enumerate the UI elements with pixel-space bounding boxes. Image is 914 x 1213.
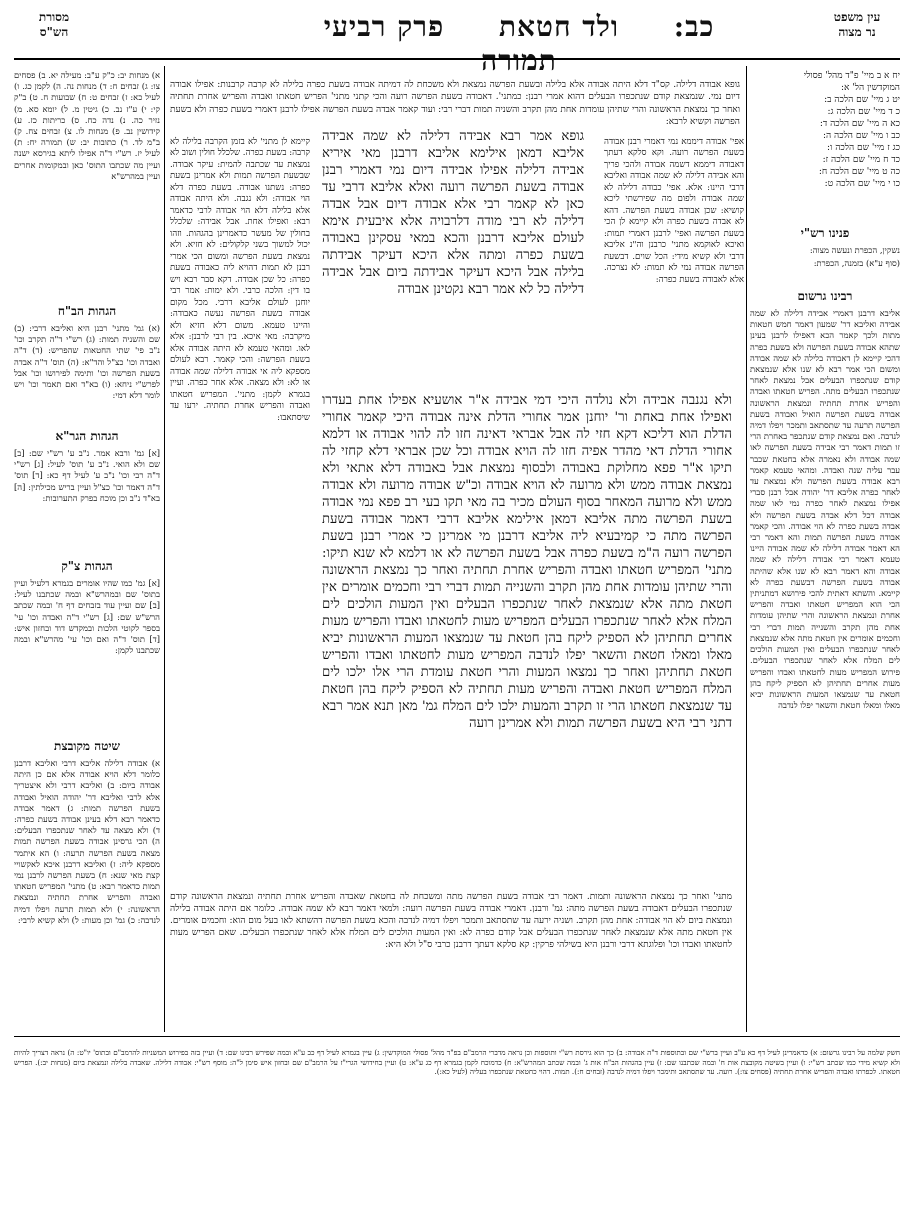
footer-notes-text: חשק שלמה על רבינו גרשום: א) כדאמרינן לעיל דף כא ע"ב ועיין ברש"י שם ובתוספות ד"ה אבודה: ב) כך הוא גירסת רש"י ותוספות וכן נראה מדברי הרמב"ם בפ"ד מהל' פסולי המוקדשין: ג) עיין בגמרא לעיל דף כב ע"א ובמה שפירש רבינו שם: ד) ועיין בזה בפירוש המשניות להרמב"ם ובתוס' יו"ט: ה) נראה דצריך להיות ולא קשיא מידי כמו שכתב רש"י: ו) ועיין בשיטה מקובצת אות ח' ובמה שכתבנו שם: ז) עיין בהגהות הב"ח אות ג' ובמה שכתב המהרש"א: ח) כדמוכח לקמן בגמרא דף כג ע"א: ט) ועיין בחידושי הגרי"ז על הרמב"ם שם ובחזון איש סימן ל"ה: מוסף רש"י: אבודה דלילה. שאבדה בלילה ונמצאת ביום (מנחות יב:). הפריש חטאתו. לכפרתו ואבדה והפריש אחרת תחתיה (פסחים צו:). רועה. עד שתסתאב ותימכר ויפלו דמיה לנדבה (זבחים ח:). תמות. דהוי כחטאת שנתכפרו בעליה (לעיל כא:). [14,1048,900,1077]
rashi-inner-text: קיימא לן מתני' לא בזמן הקרבה בלילה לא קרבה: בשעת כפרה. שלכלל חולין ושוב לא נמצאת עד שכתבה להמית: עיקר אבודה. שבשעת הפרשה תמות ולא אמרינן בשעת כפרה: נשתנו אבודה. בשעת כפרה דלא הוי אבודה: ולא נגבה. ולא היתה אבודה אלא בלילה דלא הוי אבודה לרבי כדאמר רבא: ואפילו אחת. אבל אבידה: שלכלל בחולין של מעשר כדאמרינן בהגהות. וזהו יכול למשוך בשני קלקולים: לא חזיא. ולא נמצאת בשעת הפרשה ומשום הכי אמרי רבנן לא תמות דהויא ליה כאבודה בשעת כפרה: כל שכן אבודה. דקא סבר רבא ויש בו דין: הלכה כרבי. ולא ימות: אמר רבי יוחנן לעולם אליבא דרבי. מכל מקום אבודה בשעת הפרשה נעשה כאבודה: והיינו טעמא. משום דלא חזיא ולא מיקרבה: מאי איכא. בין רבי לרבנן: אלא לאו. ומהאי טעמא לא היתה אבודה אלא בשעת הפרשה: והכי קאמר. רבא לעולם מספקא ליה אי אבודה דלילה שמה אבודה או לא: ולא מצאה. אלא אחר כפרה. ועיין בגמרא לקמן: מתני'. המפריש חטאתו ואבדה והפריש אחרת תחתיה. ירעו עד שיסתאבו: [170,136,310,423]
ein-mishpat-line: יט ג מיי' שם הלכה ב: [824,95,900,105]
rashi-inner-column [170,128,310,556]
ein-mishpat-column [750,70,900,220]
ein-mishpat-label [814,10,900,40]
gemara-main-block [322,392,732,878]
mishnah-commentary-text: מתני' ואחר כך נמצאת הראשונה ותמות. דאמר רבי אבודה בשעת הפרשה מתה ומשכחת לה בחטאת שאבדה והפריש אחרת תחתיה ונמצאת הראשונה קודם שנתכפרו הבעלים דאבודה בשעת הפרשה מתה: גמ' ורבנן. דאמרי אבודה בשעת הפרשה רועה: ולמאי דאמר רבא לא שמה אבודה. כלומר אם היתה אבודה בלילה ונמצאת ביום לא הוי אבודה: אחת מהן תקרב. ושניה ירעה עד שתסתאב ותמכר ויפלו דמיה לנדבה והכא בשעת הפרשה דהשתא לאו בעל מום הוא: וחכמים אומרים. אין חטאת מתה אלא שנמצאת לאחר שנתכפרו הבעלים אבל קודם כפרה לא: ואין המעות הולכים לים המלח אלא לאחר שנתכפרו הבעלים. שאם הפריש מעות לחטאתו ואבדו וכו' ופלוגתא דרבי ורבנן היא בשילהי פרקין: קא סלקא דעתך דרבנן כרבי ס"ל ולא היא: [170,892,732,950]
gemara-top-text: גופא אמר רבא אבידה דלילה לא שמה אבידה אליבא דמאן אילימא אליבא דרבנן מאי איריא אבידה דלילה אפילו אבידה דיום נמי דאמרי רבנן אבודה בשעת הפרשה רועה ואלא אליבא דרבי עד כאן לא קאמר רבי אלא אבודה דיום אבל אבדה דלילה לא רבי מודה דלרבויה אלא איבעית אימא לעולם אליבא דרבנן והכא במאי עסקינן באבודה בשעת כפרה ומתה אלא היכא דעיקר אבידתה בלילה אבל היכא דעיקר אבידתה ביום אבל אבידה דלילה כל לא אמר רבא נקטינן אבודה [322,129,584,297]
footer-notes [14,1036,900,1137]
tosafot-inner-column [604,128,744,388]
page-title [294,10,744,78]
hagahot-bach-title: הגהות הב"ח [57,304,117,318]
mesoret-hashas-column [14,70,160,320]
chapter-name: ולד חטאת [498,10,619,43]
shita-mekubetzet-box [14,735,160,1031]
ein-mishpat-line: המוקדשין הל' א: [840,83,900,93]
ein-mishpat-heading: עין משפט [833,10,881,24]
gemara-top-block [322,128,584,386]
header-divider [14,58,900,60]
column-divider [164,66,165,1032]
hashas-heading: הש"ס [39,25,69,39]
ein-mishpat-line: כו י מיי' שם הלכה ט: [824,179,900,189]
hagahot-bach-text: (א) גמ' מתני' רבנן היא ואליבא דרבי: (ב) שם והשניה תמות: (ג) רש"י ד"ה תקרב וכו' נ"ב פי' שתי החטאות שהפריש: (ד) ד"ה ואבדה וכו' כצ"ל והד"א: (ה) תוס' ד"ה אבדה בשעת הפרשה וכו' ותימה לפירושו וכו' אבל לפרש"י ניחא: (ו) בא"ד ואם תאמר וכו' ויש לומר דלא דמי: [14,323,160,401]
tractate-name: תמורה [481,44,557,77]
rabbeinu-gershom-column [750,285,900,1031]
rashi-ref-title: פנינו רש"י [800,226,850,240]
ein-mishpat-line: כה ט מיי' שם הלכה ח: [818,167,900,177]
mesoret-hashas-text: א) מנחות יב: כ"ק ע"ב: מעילה יא. ב) פסחים צו: ג) זבחים ח: ד) מנחות נה. ה) לקמן כג. ו) לעיל כא: ז) זבחים ט: ח) שבועות ח. ט) ב"ק קי: י) ע"ז נב. כ) גיטין מ. ל) יומא סא. מ) נזיר כה. נ) נדה כח. ס) כריתות כז. ע) קידושין נב. פ) מנחות לו. צ) זבחים צח. ק) ב"מ לד. ר) כתובות יב: ש) תמורה יח: ת) לעיל יז. רש"י ד"ה אפילו ליתא בגירסא ישנה ועיין מה שכתבו התוס' כאן ובמקומות אחרים ועיין במהרש"א [14,70,160,181]
rabbeinu-gershom-title: רבינו גרשום [797,289,853,303]
rashi-ref-box [750,222,900,282]
hagahot-gra-title: הגהות הגר"א [55,429,119,443]
ein-mishpat-line: יח א ב מיי' פ"ד מהל' פסולי [803,71,900,81]
ein-mishpat-line: כג ז מיי' שם הלכה ו: [827,143,900,153]
column-divider [746,66,747,1032]
rashi-ref-line: נשקין, הכפרת ונעשה מצוה: [809,245,900,255]
hagahot-gra-text: [א] גמ' ורבא אמר. נ"ב ע' רש"י שם: [ב] שם ולא הואי. נ"ב ע' תוס' לעיל: [ג] רש"י ד"ה רבי וכו' נ"ב ע' לעיל דף כא: [ד] תוס' ד"ה דאמר וכו' כצ"ל ועיין בריש מכילתין: [ה] בא"ד נ"ב וכן מוכח בפרק התערובות: [14,448,160,503]
ner-mitzvah-heading: נר מצוה [838,25,876,39]
ein-mishpat-line: כא ה מיי' שם הלכה ד: [819,119,900,129]
rabbeinu-gershom-text: אליבא דרבנן דאמרי אבידה דלילה לא שמה אבידה ואליבא דר' שמעון דאמר חמש חטאות מתות ולכך קאמר הכא דאפילו לרבנן בעינן שתהא אבודה בשעת הפרשה ולא בשעת כפרה דהכי קיימא לן דאבודה בלילה לא שמה אבודה ומשום הכי אמר רבא לא שנו אלא שנמצאת קודם שנתכפרו הבעלים אבל נמצאת לאחר שנתכפרו הבעלים מתה. הפריש חטאתו ואבדה והפריש אחרת תחתיה ונמצאת הראשונה אבודה בשעת הפרשה הואיל ואבודה בשעת הפרשה תרעה עד שתסתאב ותמכר ויפלו דמיה לנדבה. ואם נמצאת קודם שנתכפר באחרת הרי זו תמות דאמר רבי אבידה בשעת הפרשה לאו שמה אבודה ולא נאמרה אלא בחטאת שכבר עבר עליה שנה ואבדה. ומהאי טעמא קאמר רבא אבודה בשעת הפרשה ולא נמצאת עד לאחר כפרה אליבא דר' יהודה אבל רבנן סברי אפילו נמצאת לאחר כפרה נמי לאו שמה אבודה דכל דלא אבדה בשעת הפרשה ולא אבדה בשעת כפרה לא הוי אבודה. והכי קאמר אבודה בשעת הפרשה תמות והא דאמר רבי הא דאמר אבודה דלילה לא שמה אבודה היינו טעמא דאמר רבי אבודה דלילה לא שמה אבודה והא דאמר רבא לא שנו אלא שהיתה אבודה בשעת הפרשה דבשעת כפרה לא קיימא. והשתא דאתית להכי פירושא דמתניתין הכי הוא המפריש חטאתו ואבדה והפריש אחרת ונמצאת הראשונה והרי שתיהן עומדות אחת מהן תקרב והשנייה תמות דברי רבי וחכמים אומרים אין חטאת מתה אלא שנמצאת לאחר שנתכפרו הבעלים ואין המעות הולכים לים המלח אלא לאחר שנתכפרו הבעלים. פירוש המפריש מעות לחטאתו ואבדו והפריש מעות אחרים תחתיהן לא הספיק ליקח בהן חטאת עד שנמצאו המעות הראשונות יביא מאלו ומאלו חטאת והשאר יפלו לנדבה [750,308,900,711]
ein-mishpat-line: כב ו מיי' שם הלכה ה: [822,131,900,141]
rashi-ref-line: (סוף ע"א) בזמנה, הכפרת: [813,258,900,269]
hagahot-bach-box [14,300,160,420]
mesoret-heading: מסורת [38,10,70,24]
gemara-main-text: ולא נגנבה אבידה ולא נולדה היכי דמי אבידה א"ר אושעיא אפילו אחת בעדרו ואפילו אחת באחת ור' יוחנן אמר אחורי הדלת אינה אבודה היכי קאמר אחורי הדלת הוא דליכא דקא חזי לה אבל אבראי דאינה חזו לה להוי אבודה או דלמא אחורי הדלת דאי מהדר אפיה חזו לה הויא אבודה וכל שכן אבראי דלא קחזי לה תיקו א"ר פפא מחלוקת באבודה ולבסוף נמצאת אבל באבודה דלא אתאי ולא נמצאת אבודה ממש ולא מרועה לא הויא אבודה וכ"ש אבודה מרועה ולא אבודה ממש ולא מרועה המאחר בסוף העולם מכיר בה מאי תקו בעי רב פפא נמי אבודה בשעת הפרשה מתה אליבא דמאן אילימא אליבא דרבי דאמר אבודה בשעת הפרשה מתה כי קמיבעיא ליה אליבא דרבנן מי אמרינן כי אמרי רבנן בשעת הפרשה רועה ה"מ בשעת כפרה אבל בשעת הפרשה לא או דלמא לא שנא תיקו: מתני' המפריש חטאתו ואבדה והפריש אחרת תחתיה ואחר כך נמצאת הראשונה והרי שתיהן עומדות אחת מהן תקרב והשנייה תמות דברי רבי וחכמים אומרים אין חטאת מתה אלא שנמצאת לאחר שנתכפרו הבעלים ואין המעות הולכים לים המלח אלא לאחר שנתכפרו הבעלים המפריש מעות לחטאתו ואבדו והפריש מעות אחרים תחתיהן לא הספיק ליקח בהן חטאת עד שנמצאו המעות הראשונות יביא מאלו ומאלו חטאת והשאר יפלו לנדבה המפריש מעות לחטאתו ואבדו והפריש חטאת תחתיהן ואחר כך נמצאו המעות והרי חטאת עומדת הרי אלו ילכו לים המלח המפריש חטאת ואבדה והפריש מעות תחתיה לא הספיק ליקח בהן חטאת עד שנמצאת חטאתו הרי זו תקרב והמעות ילכו לים המלח גמ' מאן תנא אמר רבא דתני רבי היא בשעת הפרשה תמות ולא אמרינן רועה [322,393,732,731]
hagahot-tzk-box [14,555,160,720]
hagahot-tzk-text: [א] גמ' כמו שהיו אומרים בגמרא דלעיל ועיין בתוס' שם ובמהרש"א ובמה שכתבנו לעיל: [ב] שם ועיין עוד בזבחים דף ח' ובמה שכתב הרש"ש שם: [ג] רש"י ד"ה ואבדה וכו' עי' בספר לקוטי הלכות ובמקדש דוד ובחזון איש: [ד] תוס' ד"ה ואם וכו' עי' מהרש"א ובמה שכתבנו לקמן: [14,578,160,656]
ein-mishpat-line: כ ד מיי' שם הלכה ג: [827,107,900,117]
mishnah-commentary-block [170,882,732,1032]
tosafot-top-block [170,70,740,125]
daf-number: כב: [673,10,715,43]
hagahot-tzk-title: הגהות צ"ק [61,559,113,573]
shita-mekubetzet-title: שיטה מקובצת [54,739,120,753]
perek-number: פרק רביעי [323,10,445,43]
hagahot-gra-box [14,425,160,550]
mesoret-label [14,10,94,40]
tosafot-inner-text: אפי' אבודה דיממא נמי דאמרי רבנן אבודה בשעת הפרשה רועה. וקא סלקא דעתך דאבודה דיממא דשמה אבודה ולהכי פריך והא אבידה דלילה לא שמה אבודה ואליבא דרבי היינו: אלא. אפי' כבודה דלילה לא שמה אבודה ולפום מה שפירשתי ליכא קושיא: שכן אבודה בשעת הפרשה. דהא לא אבדה בשעת כפרה ולא קיימא לן הכי בשעת הפרשה ואפי' לרבנן דאמרי תמות: ואיכא לאוקמא מתני' כרבנן וה"נ אליבא דרבי ולא קשיא מידי: הכל שוים. דבשעת הפרשה אבודה נמי לא תמות: לא נצרכה. אלא לאבודה בשעת כפרה: [604,136,744,285]
tosafot-top-text: גופא אבודה דלילה. קס"ד דלא היתה אבודה אלא בלילה ובשעת הפרשה נמצאת ולא משכחת לה דמיתה אבודה בשעת כפרה בלילה לא קרבה קרבנות: אפילו אבודה דיום נמי. שנמצאת קודם שנתכפרו הבעלים דהוא אמרי רבנן: כמתני'. דאבודה בשעת הפרשה רועה והכי קתני מתני' הפריש חטאתו ואבדה והפריש אחרת תחתיה ואחר כך נמצאת הראשונה והרי שתיהן עומדות אחת מהן תקרב והשניה תמות דברי רבי: ועוד קאמר אבדה בשעת הפרשה אפילו לרבנן דאמרי בשעת כפרה ולא בשעת הפרשה וקשיא לרבא: [170,80,740,125]
ein-mishpat-line: כד ח מיי' שם הלכה ז: [822,155,900,165]
shita-mekubetzet-text: א) אבודה דלילה אליבא דרבי ואליבא דרבנן כלומר דלא הויא אבודה אלא אם כן היתה אבודה ביום: ב) ואליבא דרבי ולא איצטריך אלא לרבי ואליבא דר' יהודה הואיל ואבודה בשעת הפרשה תמות: ג) דאמר אבודה כדאמר רבא דלא בעינן אבודה בשעת כפרה: ד) ולא מצאה עד לאחר שנתכפרו הבעלים: ה) הכי גרסינן אבודה בשעת הפרשה תמות מצאה בשעת הפרשה תרעה: ו) הא איתמר מספקא ליה: ז) ואליבא דרבנן איכא לאקשויי קצת מאי שנא: ח) בשעת הפרשה לרבנן נמי תמות כדאמר רבא: ט) מתני' המפריש חטאתו ואבדה והפריש אחרת תחתיה ונמצאת הראשונה: י) ולא תמות תרעה ויפלו דמיה לנדבה: כ) גמ' וכן מעות: ל) ולא קשיא לרבי: [14,758,160,925]
